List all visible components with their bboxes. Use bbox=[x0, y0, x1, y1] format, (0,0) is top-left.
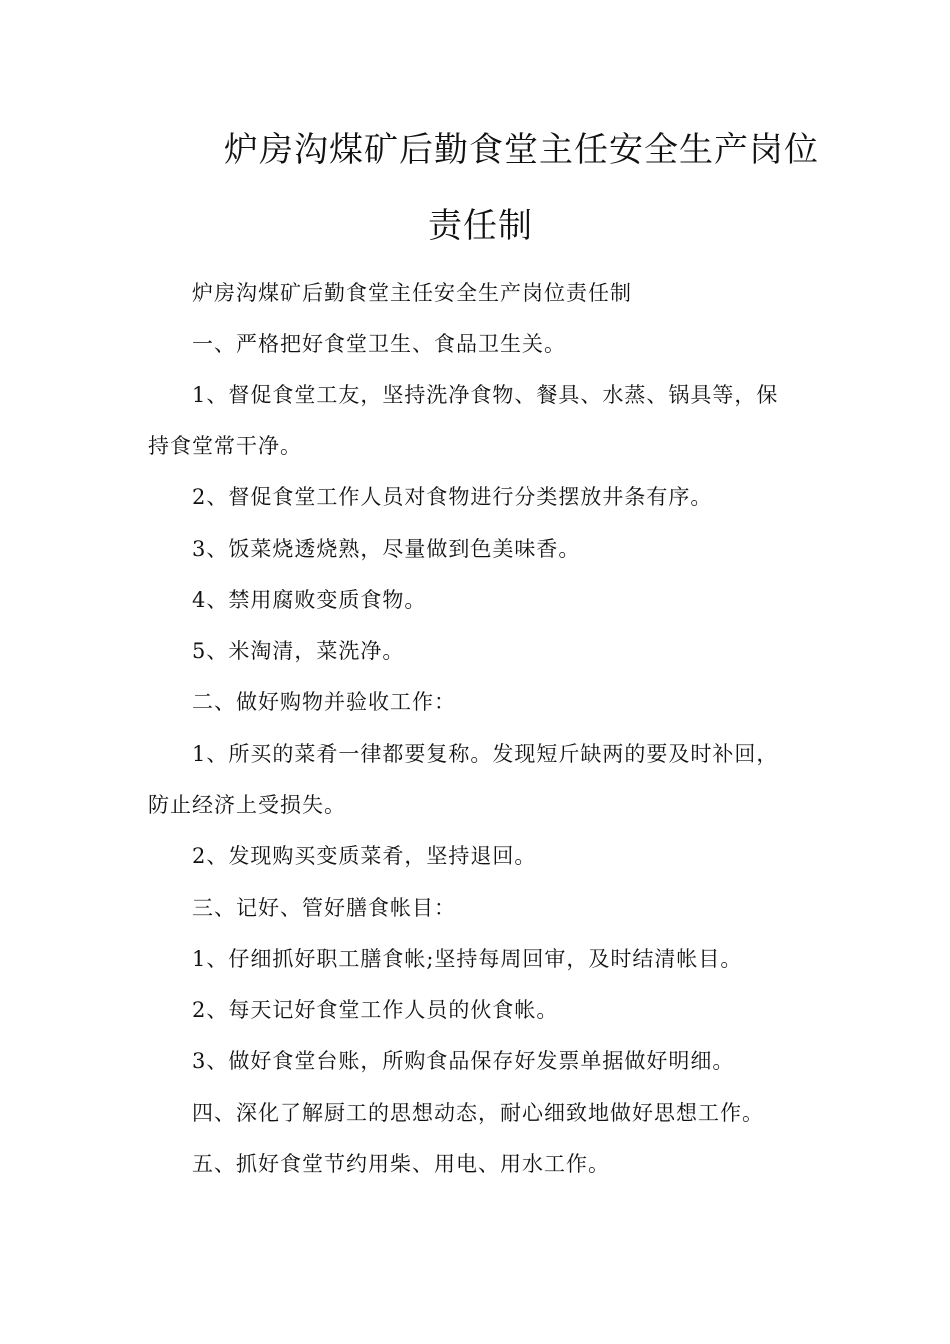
section-1-item-3: 3、饭菜烧透烧熟，尽量做到色美味香。 bbox=[192, 537, 581, 561]
document-title-line-2: 责任制 bbox=[428, 206, 533, 246]
section-1-item-2: 2、督促食堂工作人员对食物进行分类摆放井条有序。 bbox=[192, 485, 713, 509]
section-2-item-1: 1、所买的菜肴一律都要复称。发现短斤缺两的要及时补回， bbox=[192, 742, 779, 766]
section-1-item-5: 5、米淘清，菜洗净。 bbox=[192, 639, 405, 663]
section-1-item-4: 4、禁用腐败变质食物。 bbox=[192, 588, 427, 612]
section-4-heading: 四、深化了解厨工的思想动态，耐心细致地做好思想工作。 bbox=[192, 1101, 764, 1125]
section-1-item-1: 1、督促食堂工友，坚持洗净食物、餐具、水蒸、锅具等，保 bbox=[192, 383, 779, 407]
section-1-item-1-continued: 持食堂常干净。 bbox=[148, 434, 302, 458]
document-title-line-1: 炉房沟煤矿后勤食堂主任安全生产岗位 bbox=[224, 130, 819, 170]
section-3-heading: 三、记好、管好膳食帐目： bbox=[192, 896, 456, 920]
section-2-item-2: 2、发现购买变质菜肴，坚持退回。 bbox=[192, 844, 537, 868]
section-3-item-2: 2、每天记好食堂工作人员的伙食帐。 bbox=[192, 998, 559, 1022]
section-3-item-1: 1、仔细抓好职工膳食帐;坚持每周回审，及时结清帐目。 bbox=[192, 947, 743, 971]
section-1-heading: 一、严格把好食堂卫生、食品卫生关。 bbox=[192, 332, 566, 356]
paragraph-heading: 炉房沟煤矿后勤食堂主任安全生产岗位责任制 bbox=[192, 281, 632, 305]
section-3-item-3: 3、做好食堂台账，所购食品保存好发票单据做好明细。 bbox=[192, 1049, 735, 1073]
section-2-heading: 二、做好购物并验收工作： bbox=[192, 690, 456, 714]
section-2-item-1-continued: 防止经济上受损失。 bbox=[148, 793, 346, 817]
section-5-heading: 五、抓好食堂节约用柴、用电、用水工作。 bbox=[192, 1152, 610, 1176]
